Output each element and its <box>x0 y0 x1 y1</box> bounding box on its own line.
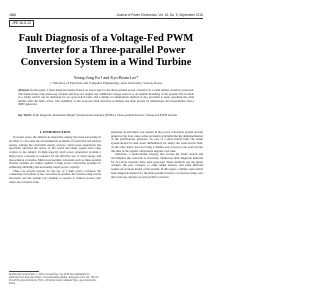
author-list: Young-Jong Ko† and Kyo-Beum Lee* <box>73 75 139 80</box>
author-affiliation: †,*Division of Electrical and Computer Engineering, Ajou University, Suwon, Korea <box>49 81 163 85</box>
footnote: Manuscript received Feb. 1, 2016; accepted Apr. 26, 2016. Recommended for publication by Associate Editor. †Corresponding Author: kyl@ajou.ac.kr, Tel: +82-31-219-2376, Ajou University. *Div. of Electrical and Computer Eng., Ajou University, Korea <box>9 273 99 286</box>
article-id-badge: JPE 16-5-13 <box>9 20 34 27</box>
paper-title: Fault Diagnosis of a Voltage-Fed PWM Inverter for a Three-parallel Power Conversion System in a Wind Turbine <box>18 33 194 68</box>
journal-citation: Journal of Power Electronics, Vol. 16, No. 5, September 2016 <box>116 12 203 17</box>
section-heading-introduction: I. INTRODUCTION <box>39 131 71 134</box>
header-rule <box>9 18 203 19</box>
body-column-left <box>9 131 101 293</box>
page-number: 1866 <box>9 12 17 17</box>
footnote-rule <box>9 271 39 272</box>
body-paragraph: generates an abnormal over-current in the power conversion system and the generator but does cause some secondary problems like the demagnetization of the synchronous generator. In case of a short-switch fault, the entire system should be shut down immediately for safety. An open-switch fault, on the other hand, does not bring a sudden stop; however, the load and the life time of the system components degrade over time. <box>111 131 203 153</box>
running-header <box>9 11 203 18</box>
abstract <box>18 89 194 107</box>
abstract-label: Abstract <box>18 88 30 92</box>
keywords-text: Fault diagnosis, Permanent Magnet Synchronous Generator (PMSG), Three-parallel inverter, Voltage-fed PWM inverter <box>32 113 178 117</box>
body-paragraph: In recent years, the interest in renewable energy has been increasing in an effort to overcome the environmental problems of fossil fuel and nuclear energy. Among the renewable energy sources, wind power generation has especially attracted the notice of the world and many papers have been written on the subject. In high-capacity wind power generation systems a high power converter is required for the effective use of wind energy and the technical evolution. Multi-level parallel converters such as three-parallel inverter systems are widely applied to high power conversion systems for enhancing reliability and increasing output power capacity. <box>9 135 101 169</box>
body-paragraph: There are several reasons for the use of a high power converter. By connecting each phase of the converters in parallel, the current rating can be increased, and the system can continue to operate at reduced power even when one converter fails. <box>9 168 101 184</box>
keywords-label: Key Words: <box>18 113 33 117</box>
body-paragraph: Therefore, a fault-tolerant strategy that locates the faulty switch and reconfigures the converter is necessary. Numerous fault diagnosis methods for two-level inverters have been proposed. These methods use the phase currents, the pole voltages, or other added sensors, and some methods require an accurate model of the system. In this paper, a simple open-switch fault diagnosis method for the three-parallel inverter is proposed using only the lower-leg currents of each parallel converter. <box>111 152 203 179</box>
abstract-text: In this paper, a fault diagnosis method based on lower legs for the three-parallel power converter in a wind turbine system is proposed. The method uses only phase-leg currents and does not require any additional voltage sensors or an explicit modeling of the system. The location of a faulty switch can be indicated for an open-switch fault, and a simple reconfiguration method is also provided to keep operating the wind turbine after the fault occurs. The reliability of the proposed fault detection technique has been proven by simulations and experiments with a 3MW generator. <box>18 88 194 107</box>
body-column-right <box>111 131 203 293</box>
keywords <box>18 114 194 118</box>
